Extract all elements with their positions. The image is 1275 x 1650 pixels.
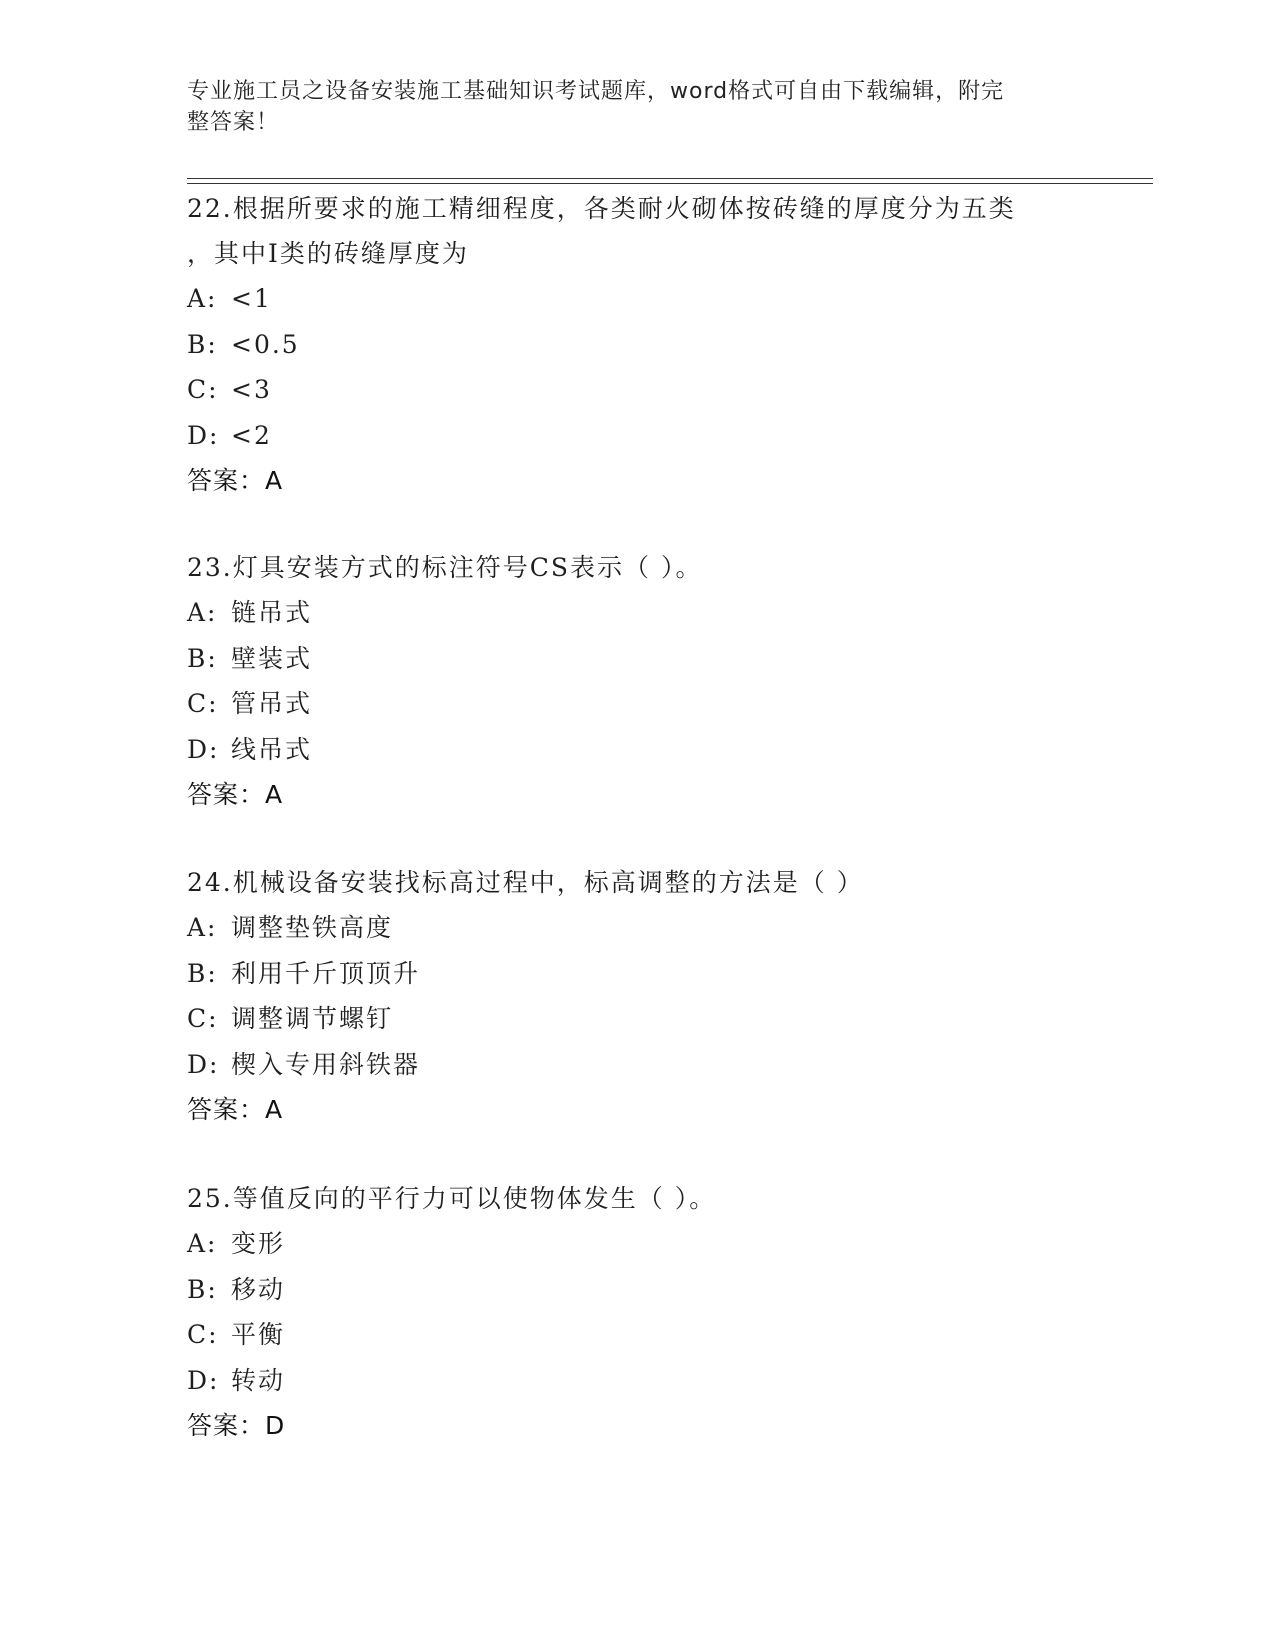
document-header [187,76,1077,138]
option-text: 调整垫铁高度 [231,913,394,942]
option-c [187,996,1087,1042]
option-b [187,636,1087,682]
option-key: D: [187,420,220,450]
option-c [187,367,1087,413]
option-key: D: [187,1365,220,1395]
option-a [187,276,1087,322]
question-22 [187,186,1087,503]
option-text: <1 [231,284,272,313]
option-key: A: [187,913,218,942]
option-a [187,905,1087,951]
option-text: 变形 [231,1229,286,1258]
answer-line: 答案：A [187,1095,284,1124]
option-text: 调整调节螺钉 [231,1004,394,1033]
option-key: B: [187,643,218,673]
option-c [187,681,1087,727]
question-stem-line-2: ，其中Ⅰ类的砖缝厚度为 [187,239,469,268]
option-text: 转动 [231,1365,286,1395]
question-stem-line-1: 23.灯具安装方式的标注符号CS表示（ ）。 [187,553,703,582]
header-divider-bottom [187,183,1153,184]
option-text: <3 [231,375,272,404]
header-line-2: 整答案！ [187,110,280,135]
option-text: 平衡 [231,1320,286,1349]
option-d [187,1042,1087,1088]
question-stem-line-1: 22.根据所要求的施工精细程度，各类耐火砌体按砖缝的厚度分为五类 [187,194,1016,223]
option-text: <2 [231,420,272,450]
answer-line: 答案：D [187,1411,286,1440]
option-text: 链吊式 [231,598,313,627]
option-text: 移动 [231,1274,286,1304]
option-text: 线吊式 [231,734,313,764]
option-key: C: [187,689,219,718]
header-divider-top [187,178,1153,179]
option-text: <0.5 [231,329,300,359]
option-c [187,1312,1087,1358]
option-text: 利用千斤顶顶升 [231,958,421,988]
question-24 [187,860,1087,1132]
option-key: B: [187,1274,218,1304]
option-d [187,413,1087,459]
option-key: C: [187,1004,219,1033]
option-text: 壁装式 [231,643,313,673]
question-23 [187,545,1087,817]
question-25 [187,1176,1087,1448]
option-key: B: [187,329,218,359]
option-text: 楔入专用斜铁器 [231,1049,421,1079]
option-key: D: [187,734,220,764]
option-b [187,951,1087,997]
option-key: C: [187,375,219,404]
option-b [187,1267,1087,1313]
option-key: D: [187,1049,220,1079]
option-d [187,727,1087,773]
answer-line: 答案：A [187,466,284,495]
option-key: A: [187,284,218,313]
option-key: A: [187,598,218,627]
option-key: B: [187,958,218,988]
option-a [187,1221,1087,1267]
question-stem-line-1: 24.机械设备安装找标高过程中，标高调整的方法是（ ） [187,868,864,897]
option-text: 管吊式 [231,689,313,718]
option-a [187,590,1087,636]
header-line-1: 专业施工员之设备安装施工基础知识考试题库，word格式可自由下载编辑，附完 [187,79,1005,104]
option-b [187,322,1087,368]
option-key: A: [187,1229,218,1258]
question-stem-line-1: 25.等值反向的平行力可以使物体发生（ ）。 [187,1184,717,1213]
answer-line: 答案：A [187,780,284,809]
option-d [187,1358,1087,1404]
option-key: C: [187,1320,219,1349]
